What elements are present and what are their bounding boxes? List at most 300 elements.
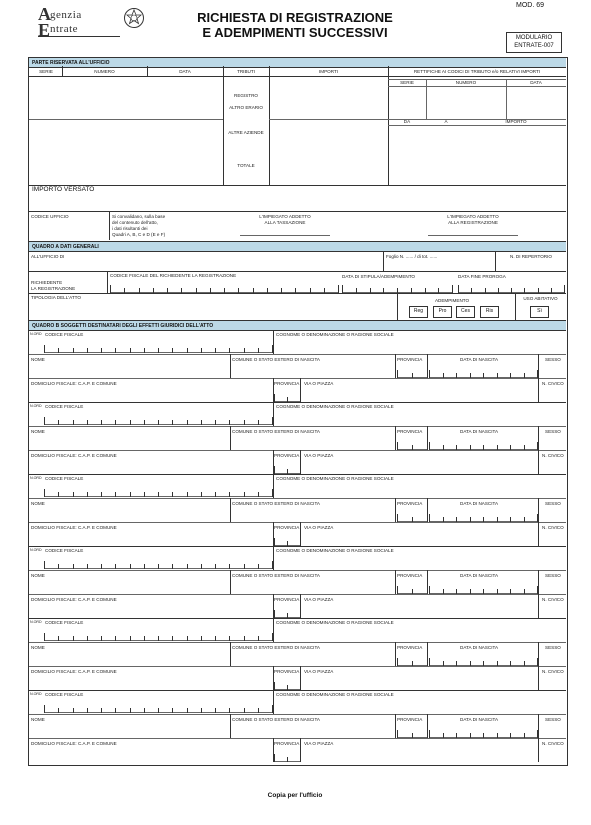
comb-tick <box>497 661 498 666</box>
rule <box>383 251 384 271</box>
cf-richiedente-field[interactable] <box>110 285 338 293</box>
comb-tick <box>58 708 59 713</box>
label-civico: N. CIVICO <box>542 453 564 458</box>
comb-tick <box>187 708 188 713</box>
section-band-ufficio <box>29 57 566 68</box>
comb-tick <box>44 417 45 425</box>
comb-tick <box>524 733 525 738</box>
label-sesso: SESSO <box>545 573 561 578</box>
comb-tick <box>44 633 45 641</box>
rule <box>395 570 396 594</box>
codice-fiscale-field[interactable] <box>44 417 272 425</box>
comb-tick <box>412 733 413 738</box>
label-data-nascita: DATA DI NASCITA <box>460 357 499 362</box>
comb-tick <box>510 661 511 666</box>
rule <box>273 546 274 570</box>
comb-tick <box>524 373 525 378</box>
comb-tick <box>115 492 116 497</box>
rule <box>29 354 566 355</box>
label-importo-versato: IMPORTO VERSATO <box>32 186 95 193</box>
adempimento-reg-checkbox[interactable]: Reg <box>409 306 428 318</box>
comb-tick <box>397 730 398 738</box>
rule <box>29 426 566 427</box>
label-provincia: PROVINCIA <box>274 381 300 386</box>
label-tipologia: TIPOLOGIA DELL'ATTO <box>31 295 81 300</box>
comb-tick <box>483 445 484 450</box>
label-nome: NOME <box>31 645 45 650</box>
rule <box>29 185 566 186</box>
comb-tick <box>244 564 245 569</box>
comb-tick <box>470 589 471 594</box>
comb-tick <box>158 636 159 641</box>
rett-col-serie: SERIE <box>400 80 414 85</box>
comb-tick <box>73 708 74 713</box>
logo-underline <box>38 36 120 37</box>
comb-tick <box>115 420 116 425</box>
comb-tick <box>87 348 88 353</box>
convalida-line1: Si convalidano, sulla base <box>112 214 166 219</box>
comb-tick <box>201 420 202 425</box>
col-importi: IMPORTI <box>318 69 339 74</box>
comb-tick <box>115 708 116 713</box>
label-provincia: PROVINCIA <box>274 741 300 746</box>
comb-tick <box>456 517 457 522</box>
label-via: VIA O PIAZZA <box>304 453 334 458</box>
comb-tick <box>429 586 430 594</box>
rule <box>230 354 231 378</box>
col-numero: NUMERO <box>94 69 115 74</box>
comb-tick <box>483 517 484 522</box>
comb-tick <box>215 420 216 425</box>
subject-separator <box>29 474 566 475</box>
rule <box>107 271 108 293</box>
label-comune-nascita: COMUNE O STATO ESTERO DI NASCITA <box>232 429 320 434</box>
comb-tick <box>130 636 131 641</box>
label-data-stipula: DATA DI STIPULA/ADEMPIMENTO <box>342 274 416 279</box>
comb-tick <box>483 733 484 738</box>
comb-tick <box>144 348 145 353</box>
rule <box>29 642 566 643</box>
rule <box>273 618 274 642</box>
label-provincia: PROVINCIA <box>397 573 423 578</box>
comb-tick <box>524 661 525 666</box>
rule <box>230 498 231 522</box>
comb-tick <box>338 285 339 293</box>
comb-tick <box>87 420 88 425</box>
comb-tick <box>187 564 188 569</box>
label-civico: N. CIVICO <box>542 381 564 386</box>
data-nascita-field[interactable] <box>429 586 537 594</box>
label-domicilio: DOMICILIO FISCALE: C.A.P. E COMUNE <box>31 669 117 674</box>
label-via: VIA O PIAZZA <box>304 381 334 386</box>
label-n-ord: N.ORD <box>30 692 42 696</box>
label-codice-fiscale: CODICE FISCALE <box>45 476 84 481</box>
label-data-nascita: DATA DI NASCITA <box>460 501 499 506</box>
section-band-quadro-a <box>29 241 566 252</box>
rule <box>538 714 539 738</box>
comb-tick <box>130 492 131 497</box>
modulario-box <box>506 32 562 53</box>
section-title-quadro-a: QUADRO A DATI GENERALI <box>32 244 99 250</box>
section-band-quadro-b <box>29 320 566 331</box>
label-foglio: Foglio N. ...... / di tot. ...... <box>386 254 438 259</box>
label-provincia: PROVINCIA <box>397 501 423 506</box>
comb-tick <box>73 564 74 569</box>
rule <box>427 714 428 738</box>
rule <box>395 714 396 738</box>
rule <box>538 378 539 402</box>
footer-copia: Copia per l'ufficio <box>267 792 323 799</box>
label-richiedente-line1: RICHIEDENTE <box>31 280 63 285</box>
label-comune-nascita: COMUNE O STATO ESTERO DI NASCITA <box>232 501 320 506</box>
comb-tick <box>458 285 459 293</box>
comb-tick <box>144 564 145 569</box>
domicilio-provincia-field[interactable] <box>274 466 300 474</box>
label-data-fine: DATA FINE PROROGA <box>458 274 506 279</box>
rule <box>29 119 223 120</box>
subject-separator <box>29 402 566 403</box>
comb-tick <box>44 489 45 497</box>
rule <box>538 594 539 618</box>
comb-tick <box>412 589 413 594</box>
label-domicilio: DOMICILIO FISCALE: C.A.P. E COMUNE <box>31 525 117 530</box>
label-n-ord: N.ORD <box>30 476 42 480</box>
label-a: A <box>444 119 448 124</box>
label-civico: N. CIVICO <box>542 597 564 602</box>
label-data-nascita: DATA DI NASCITA <box>460 429 499 434</box>
comb-tick <box>144 636 145 641</box>
signature-line[interactable] <box>428 235 518 236</box>
comb-tick <box>397 442 398 450</box>
comb-tick <box>101 492 102 497</box>
label-provincia: PROVINCIA <box>274 525 300 530</box>
label-cognome: COGNOME O DENOMINAZIONE O RAGIONE SOCIALE <box>276 692 394 697</box>
data-nascita-field[interactable] <box>429 514 537 522</box>
data-fine-field[interactable] <box>458 285 564 293</box>
rule <box>426 79 427 119</box>
codice-fiscale-field[interactable] <box>44 489 272 497</box>
col-tributi: TRIBUTI <box>237 69 255 74</box>
comb-tick <box>244 348 245 353</box>
comb-tick <box>58 492 59 497</box>
modulario-line2: ENTRATE-007 <box>514 43 554 49</box>
comb-tick <box>229 636 230 641</box>
rule <box>538 522 539 546</box>
comb-tick <box>229 420 230 425</box>
label-nome: NOME <box>31 501 45 506</box>
rule <box>300 666 301 690</box>
comb-tick <box>73 492 74 497</box>
rule <box>427 570 428 594</box>
rule <box>397 293 398 320</box>
comb-tick <box>87 636 88 641</box>
rule <box>427 354 428 378</box>
label-domicilio: DOMICILIO FISCALE: C.A.P. E COMUNE <box>31 381 117 386</box>
label-adempimento: ADEMPIMENTO <box>434 298 470 303</box>
uso-abitativo-si-checkbox[interactable]: Sì <box>530 306 549 318</box>
adempimento-pro-checkbox[interactable]: Pro <box>433 306 452 318</box>
rule <box>29 714 566 715</box>
form-title-line1: RICHIESTA DI REGISTRAZIONE <box>197 10 393 25</box>
rule <box>230 714 231 738</box>
logo-e-glyph: E <box>38 20 51 40</box>
comb-tick <box>130 708 131 713</box>
label-richiedente-line2: LA REGISTRAZIONE <box>31 286 76 291</box>
provincia-field[interactable] <box>397 442 427 450</box>
adempimento-ris-checkbox[interactable]: Ris <box>480 306 499 318</box>
label-domicilio: DOMICILIO FISCALE: C.A.P. E COMUNE <box>31 741 117 746</box>
comb-tick <box>412 445 413 450</box>
provincia-field[interactable] <box>397 658 427 666</box>
comb-tick <box>510 589 511 594</box>
comb-tick <box>497 373 498 378</box>
comb-tick <box>172 420 173 425</box>
comb-tick <box>187 348 188 353</box>
comb-tick <box>115 636 116 641</box>
label-provincia: PROVINCIA <box>397 717 423 722</box>
comb-tick <box>158 492 159 497</box>
comb-tick <box>443 733 444 738</box>
subject-separator <box>29 546 566 547</box>
rule <box>273 474 274 498</box>
label-sesso: SESSO <box>545 717 561 722</box>
comb-tick <box>524 517 525 522</box>
provincia-field[interactable] <box>397 370 427 378</box>
rule <box>29 522 566 523</box>
comb-tick <box>87 708 88 713</box>
label-cognome: COGNOME O DENOMINAZIONE O RAGIONE SOCIALE <box>276 332 394 337</box>
comb-tick <box>158 564 159 569</box>
comb-tick <box>274 610 275 618</box>
domicilio-provincia-field[interactable] <box>274 682 300 690</box>
comb-tick <box>144 420 145 425</box>
comb-tick <box>215 564 216 569</box>
rule <box>29 378 566 379</box>
label-codice-fiscale: CODICE FISCALE <box>45 620 84 625</box>
impiegato-tassazione-line2: ALLA TASSAZIONE <box>264 220 306 225</box>
rule <box>29 594 566 595</box>
comb-tick <box>201 492 202 497</box>
comb-tick <box>87 492 88 497</box>
data-nascita-field[interactable] <box>429 658 537 666</box>
rule <box>29 293 566 294</box>
comb-tick <box>397 658 398 666</box>
comb-tick <box>130 420 131 425</box>
comb-tick <box>101 420 102 425</box>
comb-tick <box>187 636 188 641</box>
rule <box>495 251 496 271</box>
rule <box>29 666 566 667</box>
comb-tick <box>429 514 430 522</box>
adempimento-ces-checkbox[interactable]: Ces <box>456 306 475 318</box>
data-nascita-field[interactable] <box>429 730 537 738</box>
comb-tick <box>201 636 202 641</box>
comb-tick <box>274 394 275 402</box>
comb-tick <box>258 348 259 353</box>
label-comune-nascita: COMUNE O STATO ESTERO DI NASCITA <box>232 717 320 722</box>
signature-line[interactable] <box>240 235 330 236</box>
data-nascita-field[interactable] <box>429 370 537 378</box>
comb-tick <box>429 370 430 378</box>
comb-tick <box>429 730 430 738</box>
col-serie: SERIE <box>39 69 53 74</box>
rule <box>538 666 539 690</box>
data-nascita-field[interactable] <box>429 442 537 450</box>
label-allufficio: ALL'UFFICIO DI <box>31 254 65 259</box>
label-civico: N. CIVICO <box>542 741 564 746</box>
comb-tick <box>201 708 202 713</box>
codice-fiscale-field[interactable] <box>44 705 272 713</box>
rule <box>300 594 301 618</box>
rule <box>538 642 539 666</box>
comb-tick <box>397 370 398 378</box>
logo-a-glyph: A <box>38 4 51 24</box>
comb-tick <box>497 445 498 450</box>
rule <box>29 450 566 451</box>
comb-tick <box>287 757 288 762</box>
label-registro: REGISTRO <box>234 93 258 98</box>
convalida-line2: del contenuto dell'atto, <box>112 220 158 225</box>
comb-tick <box>172 708 173 713</box>
comb-tick <box>564 285 565 293</box>
rule <box>538 354 539 378</box>
domicilio-provincia-field[interactable] <box>274 394 300 402</box>
comb-tick <box>342 285 343 293</box>
comb-tick <box>201 348 202 353</box>
codice-fiscale-field[interactable] <box>44 633 272 641</box>
rettifiche-title: RETTIFICHE AI CODICI DI TRIBUTO e/o RELATIVI IMPORTI <box>413 69 541 74</box>
label-data-nascita: DATA DI NASCITA <box>460 645 499 650</box>
comb-tick <box>470 373 471 378</box>
rett-col-data: DATA <box>530 80 542 85</box>
label-sesso: SESSO <box>545 501 561 506</box>
rule <box>427 642 428 666</box>
provincia-field[interactable] <box>397 514 427 522</box>
label-provincia: PROVINCIA <box>274 453 300 458</box>
rule <box>538 570 539 594</box>
rule <box>395 498 396 522</box>
comb-tick <box>244 420 245 425</box>
label-n-ord: N.ORD <box>30 548 42 552</box>
comb-tick <box>470 445 471 450</box>
comb-tick <box>524 445 525 450</box>
comb-tick <box>215 492 216 497</box>
label-cognome: COGNOME O DENOMINAZIONE O RAGIONE SOCIALE <box>276 548 394 553</box>
comb-tick <box>510 733 511 738</box>
label-via: VIA O PIAZZA <box>304 741 334 746</box>
comb-tick <box>215 708 216 713</box>
rule <box>147 66 148 76</box>
comb-tick <box>130 564 131 569</box>
logo-text-line2: ntrate <box>50 23 79 35</box>
label-cf-richiedente: CODICE FISCALE DEL RICHIEDENTE LA REGISTRAZIONE <box>110 273 237 278</box>
label-civico: N. CIVICO <box>542 669 564 674</box>
label-codice-fiscale: CODICE FISCALE <box>45 332 84 337</box>
rule <box>109 211 110 240</box>
comb-tick <box>258 564 259 569</box>
comb-tick <box>244 492 245 497</box>
comb-tick <box>201 564 202 569</box>
rule <box>273 330 274 354</box>
label-importo: IMPORTO <box>505 119 527 124</box>
subject-separator <box>29 618 566 619</box>
comb-tick <box>229 564 230 569</box>
comb-tick <box>456 733 457 738</box>
comb-tick <box>443 373 444 378</box>
provincia-field[interactable] <box>397 730 427 738</box>
comb-tick <box>244 708 245 713</box>
impiegato-tassazione-line1: L'IMPIEGATO ADDETTO <box>259 214 311 219</box>
label-domicilio: DOMICILIO FISCALE: C.A.P. E COMUNE <box>31 453 117 458</box>
label-domicilio: DOMICILIO FISCALE: C.A.P. E COMUNE <box>31 597 117 602</box>
rule <box>300 738 301 762</box>
data-stipula-field[interactable] <box>342 285 452 293</box>
domicilio-provincia-field[interactable] <box>274 610 300 618</box>
comb-tick <box>412 373 413 378</box>
domicilio-provincia-field[interactable] <box>274 754 300 762</box>
codice-fiscale-field[interactable] <box>44 345 272 353</box>
label-codice-fiscale: CODICE FISCALE <box>45 692 84 697</box>
label-provincia: PROVINCIA <box>274 597 300 602</box>
label-provincia: PROVINCIA <box>274 669 300 674</box>
provincia-field[interactable] <box>397 586 427 594</box>
col-data: DATA <box>179 69 191 74</box>
comb-tick <box>101 636 102 641</box>
label-n-ord: N.ORD <box>30 332 42 336</box>
convalida-line3: i dati risultanti dei <box>112 226 148 231</box>
rule <box>538 450 539 474</box>
comb-tick <box>244 636 245 641</box>
codice-fiscale-field[interactable] <box>44 561 272 569</box>
rule <box>230 426 231 450</box>
label-codice-ufficio: CODICE UFFICIO <box>31 214 69 219</box>
comb-tick <box>110 285 111 293</box>
label-n-ord: N.ORD <box>30 404 42 408</box>
comb-tick <box>44 561 45 569</box>
comb-tick <box>470 517 471 522</box>
section-title-quadro-b: QUADRO B SOGGETTI DESTINATARI DEGLI EFFETTI GIURIDICI DELL'ATTO <box>32 323 214 329</box>
label-cognome: COGNOME O DENOMINAZIONE O RAGIONE SOCIALE <box>276 620 394 625</box>
rule <box>538 498 539 522</box>
label-cognome: COGNOME O DENOMINAZIONE O RAGIONE SOCIALE <box>276 404 394 409</box>
comb-tick <box>456 661 457 666</box>
rule <box>395 354 396 378</box>
domicilio-provincia-field[interactable] <box>274 538 300 546</box>
comb-tick <box>144 492 145 497</box>
comb-tick <box>115 348 116 353</box>
comb-tick <box>158 348 159 353</box>
comb-tick <box>172 348 173 353</box>
label-altre-aziende: ALTRE AZIENDE <box>228 130 264 135</box>
rule <box>300 378 301 402</box>
label-via: VIA O PIAZZA <box>304 597 334 602</box>
label-n-ord: N.ORD <box>30 620 42 624</box>
comb-tick <box>274 754 275 762</box>
label-data-nascita: DATA DI NASCITA <box>460 573 499 578</box>
comb-tick <box>429 442 430 450</box>
comb-tick <box>187 420 188 425</box>
rule <box>29 738 566 739</box>
rule <box>29 570 566 571</box>
comb-tick <box>44 705 45 713</box>
rule <box>388 86 566 87</box>
comb-tick <box>101 708 102 713</box>
comb-tick <box>483 661 484 666</box>
label-data-nascita: DATA DI NASCITA <box>460 717 499 722</box>
rule <box>300 522 301 546</box>
comb-tick <box>115 564 116 569</box>
label-via: VIA O PIAZZA <box>304 669 334 674</box>
